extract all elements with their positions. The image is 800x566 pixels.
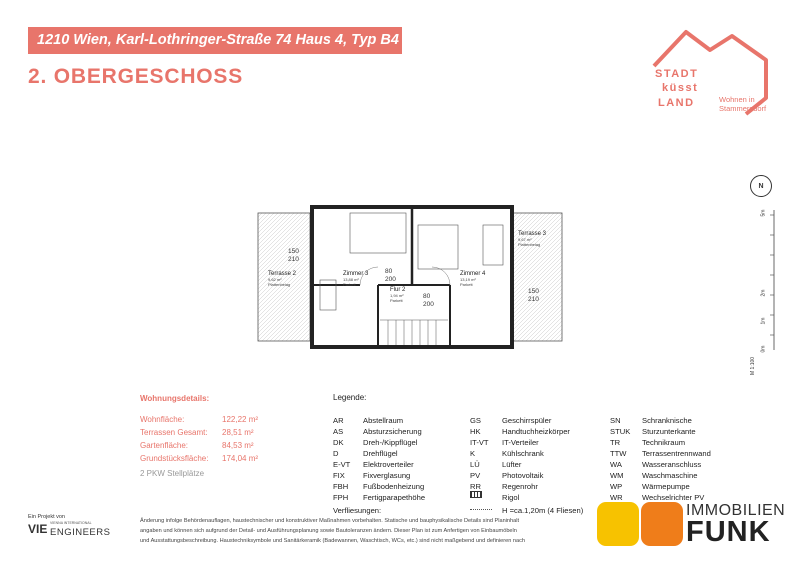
legend-abbr: WR — [610, 493, 623, 502]
legend-abbr: FIX — [333, 471, 345, 480]
scale-label-0m: 0m — [760, 345, 767, 353]
tiles-label: Verfliesungen: — [333, 506, 382, 515]
legend-text: Sturzunterkante — [642, 427, 696, 436]
legend-abbr: WM — [610, 471, 624, 480]
legend-text: Geschirrspüler — [502, 416, 552, 425]
legend-text: Dreh-/Kippflügel — [363, 438, 418, 447]
logo-line2: küsst — [662, 82, 699, 94]
legend-text: Photovoltaik — [502, 471, 544, 480]
legend-abbr: TTW — [610, 449, 627, 458]
detail-value-wohnflaeche: 122,22 m² — [222, 415, 259, 424]
zimmer3-door-w: 80 — [385, 268, 393, 275]
legend-text: Wärmepumpe — [642, 482, 690, 491]
legend-text: Technikraum — [642, 438, 686, 447]
legend-abbr: FBH — [333, 482, 349, 491]
logo-tagline1: Wohnen in — [719, 95, 755, 104]
address-banner: 1210 Wien, Karl-Lothringer-Straße 74 Haus 4, Typ B4 — [28, 27, 402, 54]
legend-text: Drehflügel — [363, 449, 398, 458]
legend-title: Legende: — [333, 393, 367, 402]
scale-label-2m: 2m — [760, 289, 767, 297]
legend-text: Wasseranschluss — [642, 460, 702, 469]
legend-abbr: FPH — [333, 493, 349, 502]
floor-title: 2. OBERGESCHOSS — [28, 65, 244, 88]
legend-text: IT-Verteiler — [502, 438, 539, 447]
terrace3-height: 210 — [528, 296, 539, 303]
detail-value-garten: 84,53 m² — [222, 441, 254, 450]
footnote-line3: und Ausstattungsbeschreibung. Haustechniksymbole und Sanitärkeramik (Badewannen, Waschtisch, WCs, etc.) sind nicht maßgebend und definieren nach — [140, 538, 526, 544]
room-zimmer-4-area: 13,19 m² — [460, 277, 476, 282]
legend-abbr: K — [470, 449, 476, 458]
scale-ratio: M 1:100 — [750, 356, 756, 375]
terrace3-width: 150 — [528, 288, 539, 295]
legend-abbr: GS — [470, 416, 481, 425]
zimmer4-door-h: 200 — [423, 301, 434, 308]
detail-label-garten: Gartenfläche: — [140, 441, 189, 450]
tiles-line-icon — [470, 509, 492, 510]
scale-label-1m: 1m — [760, 317, 767, 325]
legend-text: Terrassentrennwand — [642, 449, 711, 458]
legend-text: Fixverglasung — [363, 471, 411, 480]
room-terrasse-2-floor: Plattenbelag — [268, 282, 291, 287]
room-terrasse-3-area: 9,67 m² — [518, 237, 532, 242]
legend-abbr: PV — [470, 471, 481, 480]
zimmer4-door-w: 80 — [423, 293, 431, 300]
footnote — [140, 516, 600, 546]
scale-label-5m: 5m — [760, 209, 767, 217]
detail-value-grundstueck: 174,04 m² — [222, 454, 259, 463]
legend-text: Elektroverteiler — [363, 460, 414, 469]
legend-abbr: D — [333, 449, 339, 458]
project-prefix: Ein Projekt von — [28, 514, 65, 520]
room-terrasse-2-name: Terrasse 2 — [268, 271, 297, 277]
legend-abbr: E-VT — [333, 460, 351, 469]
room-terrasse-3-name: Terrasse 3 — [518, 231, 547, 237]
legend-text: Fertigparapethöhe — [363, 493, 426, 502]
rigol-icon — [470, 491, 482, 498]
funk-logo-top: IMMOBILIEN — [686, 502, 786, 519]
legend-abbr: HK — [470, 427, 481, 436]
legend-abbr: LÜ — [470, 460, 480, 469]
legend-abbr: AS — [333, 427, 344, 436]
detail-label-terrassen: Terrassen Gesamt: — [140, 428, 208, 437]
funk-yellow-square-icon — [597, 502, 639, 546]
room-zimmer-3-area: 13,88 m² — [343, 277, 359, 282]
legend-abbr: WA — [610, 460, 622, 469]
detail-value-terrassen: 28,51 m² — [222, 428, 254, 437]
detail-parking: 2 PKW Stellplätze — [140, 469, 205, 478]
room-zimmer-4-floor: Parkett — [460, 282, 473, 287]
tiles-value: H =ca.1,20m (4 Fliesen) — [502, 506, 584, 515]
legend-text: Regenrohr — [502, 482, 538, 491]
logo-tagline2: Stammersdorf — [719, 104, 767, 113]
detail-label-wohnflaeche: Wohnfläche: — [140, 415, 185, 424]
room-zimmer-3-name: Zimmer 3 — [343, 271, 369, 277]
vie-logo: VIE — [28, 522, 48, 536]
terrace2-height: 210 — [288, 256, 299, 263]
legend-abbr: IT-VT — [470, 438, 489, 447]
legend-abbr: SN — [610, 416, 621, 425]
legend-text: Lüfter — [502, 460, 522, 469]
floor-plan — [230, 185, 790, 360]
legend-abbr: STUK — [610, 427, 631, 436]
room-flur-2-floor: Parkett — [390, 298, 403, 303]
room-terrasse-2-area: 9,62 m² — [268, 277, 282, 282]
funk-orange-square-icon — [641, 502, 683, 546]
engineers-subtitle: VIENNA INTERNATIONAL — [50, 521, 92, 525]
room-flur-2-name: Flur 2 — [390, 287, 406, 293]
logo-line1: STADT — [655, 68, 699, 80]
room-zimmer-3-floor: Parkett — [343, 282, 356, 287]
legend-text: Abstellraum — [363, 416, 404, 425]
engineers-logo: ENGINEERS — [50, 527, 111, 538]
footnote-line1: Änderung infolge Behördenauflagen, haustechnischer und konstruktiver Maßnahmen vorbehalten. Statische und bauphysikalische Details sind Planinhalt — [140, 518, 520, 524]
footnote-line2: angaben und können sich aufgrund der Detail- und Ausführungsplanung sowie Bautoleranzen ändern. Dieser Plan ist zum Anfertigen von Einbaumöbeln — [140, 528, 517, 534]
legend-text: Wechselrichter PV — [642, 493, 705, 502]
legend-abbr: RR — [470, 482, 481, 491]
legend-abbr: WP — [610, 482, 623, 491]
legend-text: Handtuchheizkörper — [502, 427, 570, 436]
legend-text: Waschmaschine — [642, 471, 698, 480]
legend-abbr: DK — [333, 438, 344, 447]
zimmer3-door-h: 200 — [385, 276, 396, 283]
terrace2-width: 150 — [288, 248, 299, 255]
legend-text: Schranknische — [642, 416, 692, 425]
legend-text: Fußbodenheizung — [363, 482, 425, 491]
details-title: Wohnungsdetails: — [140, 394, 210, 403]
room-terrasse-3-floor: Plattenbelag — [518, 242, 541, 247]
legend-abbr: TR — [610, 438, 621, 447]
funk-logo-main: FUNK — [686, 516, 771, 548]
legend-text: Kühlschrank — [502, 449, 544, 458]
logo-line3: LAND — [658, 97, 695, 109]
room-zimmer-4-name: Zimmer 4 — [460, 271, 486, 277]
room-flur-2-area: 1,94 m² — [390, 293, 404, 298]
legend-text: Rigol — [502, 493, 520, 502]
north-arrow-icon: N — [750, 175, 772, 197]
legend-text: Absturzsicherung — [363, 427, 422, 436]
legend-abbr: AR — [333, 416, 344, 425]
detail-label-grundstueck: Grundstücksfläche: — [140, 454, 209, 463]
